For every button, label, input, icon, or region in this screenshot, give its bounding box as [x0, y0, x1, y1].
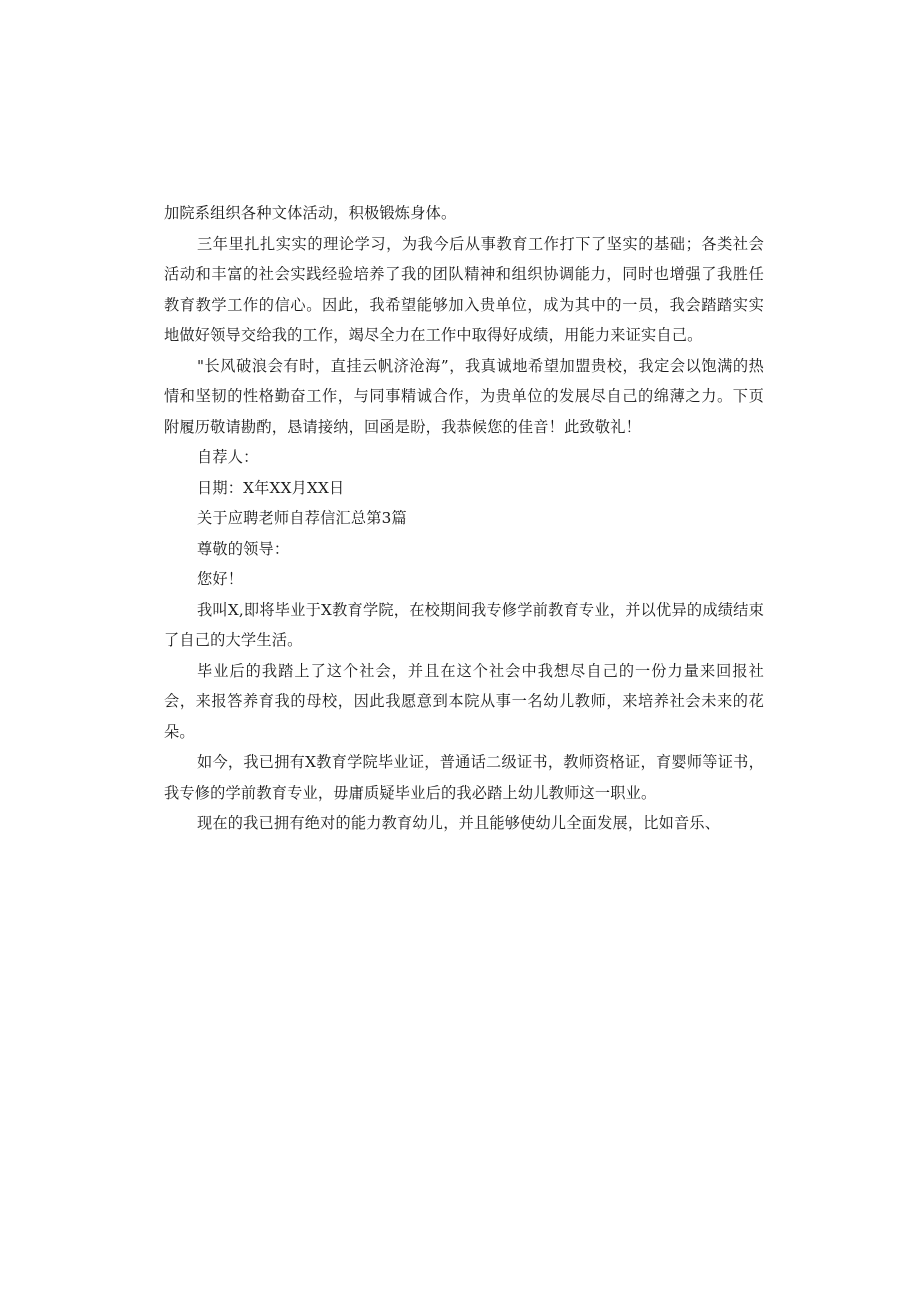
- greeting: 您好！: [197, 570, 244, 588]
- date-line: 日期：X年XX月XX日: [197, 478, 345, 497]
- salutation: 尊敬的领导：: [197, 539, 290, 558]
- paragraph-theory-study: 三年里扎扎实实的理论学习，为我今后从事教育工作打下了坚实的基础；各类社会活动和丰富的社会实践经验培养了我的团队精神和组织协调能力，同时也增强了我胜任教育教学工作的信心。因此，我希望能够加入贵单位，成为其中的一员，我会踏踏实实地做好领导交给我的工作，竭尽全力在工作中取得好成绩，用能力来证实自己。: [164, 234, 764, 344]
- paragraph-quote: "长风破浪会有时，直挂云帆济沧海”，我真诚地希望加盟贵校，我定会以饱满的热情和坚韧的性格勤奋工作，与同事精诚合作，为贵单位的发展尽自己的绵薄之力。下页附履历敬请勘酌，恳请接纳，回函是盼，我恭候您的佳音！此致敬礼！: [164, 356, 764, 436]
- document-body: [164, 198, 764, 839]
- section-heading: 关于应聘老师自荐信汇总第3篇: [197, 509, 407, 527]
- paragraph-ability: 现在的我已拥有绝对的能力教育幼儿，并且能够使幼儿全面发展，比如音乐、: [197, 814, 721, 832]
- paragraph-after-graduation: 毕业后的我踏上了这个社会，并且在这个社会中我想尽自己的一份力量来回报社会，来报答养育我的母校，因此我愿意到本院从事一名幼儿教师，来培养社会未来的花朵。: [164, 661, 764, 741]
- paragraph-continuation: 加院系组织各种文体活动，积极锻炼身体。: [164, 204, 457, 222]
- signature-label: 自荐人：: [197, 448, 259, 466]
- paragraph-certificates: 如今，我已拥有X教育学院毕业证，普通话二级证书，教师资格证，育婴师等证书，我专修的学前教育专业，毋庸质疑毕业后的我必踏上幼儿教师这一职业。: [164, 753, 764, 802]
- paragraph-introduction: 我叫X,即将毕业于X教育学院，在校期间我专修学前教育专业，并以优异的成绩结束了自己的大学生活。: [164, 600, 764, 649]
